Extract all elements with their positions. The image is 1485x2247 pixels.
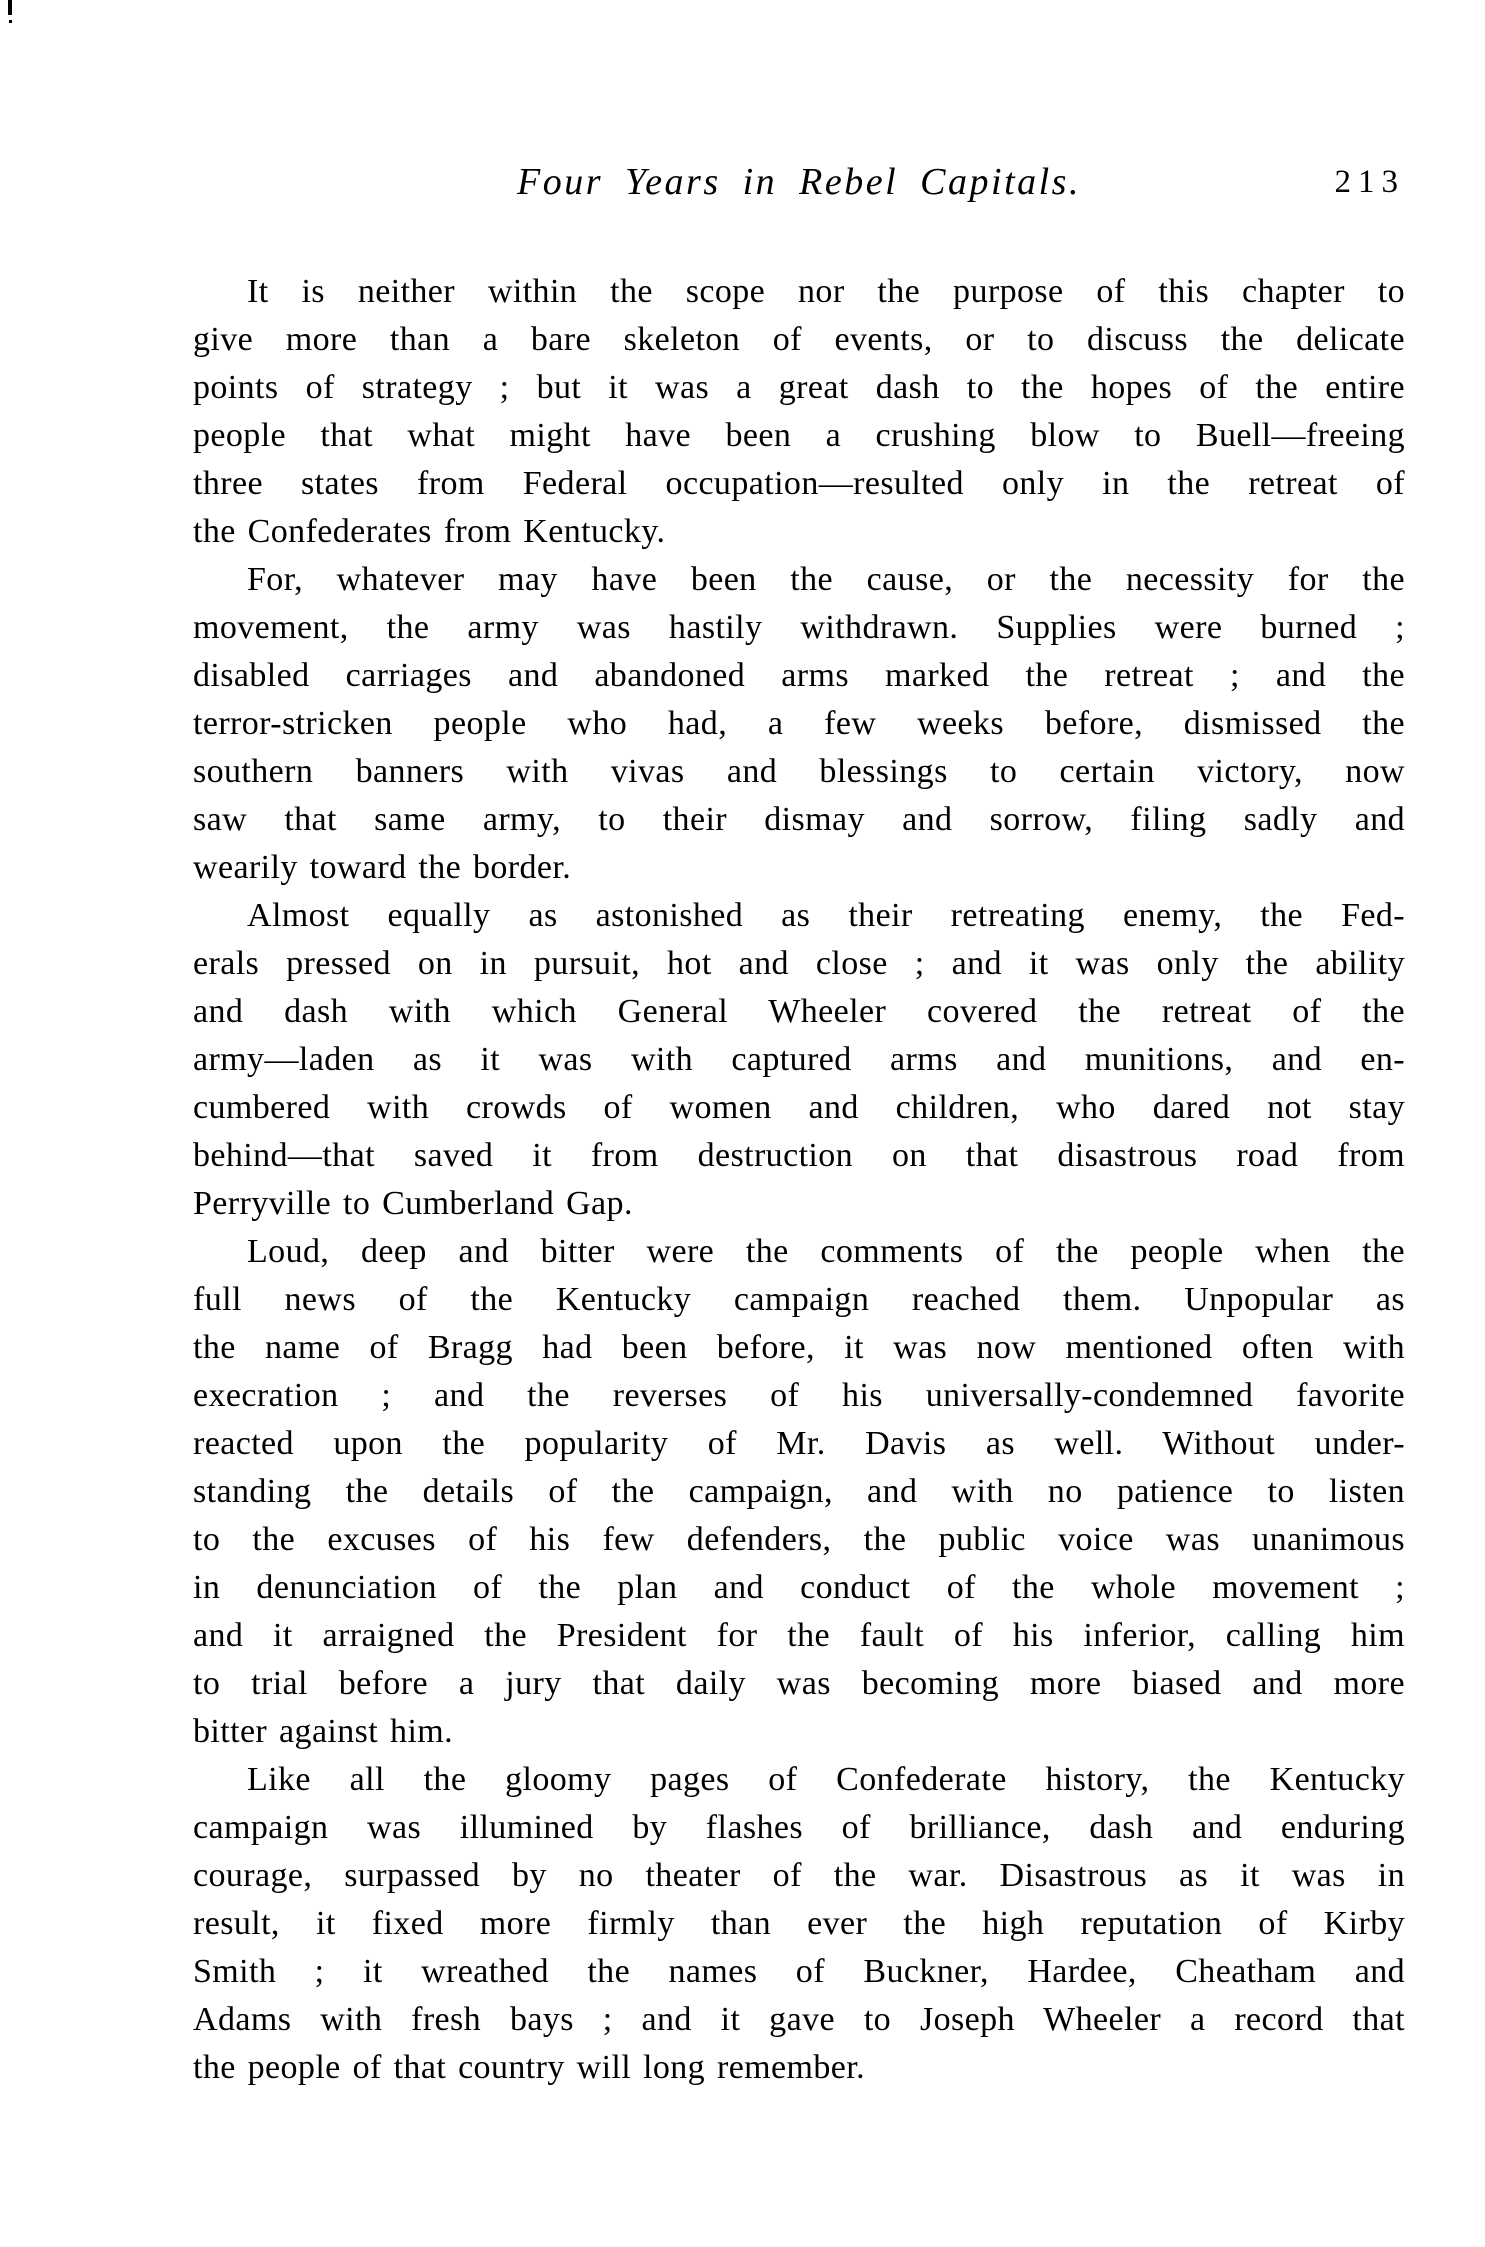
text-line: Perryville to Cumberland Gap. — [193, 1185, 633, 1222]
text-line: and dash with which General Wheeler covered the retreat of the — [193, 993, 1405, 1030]
text-line: terror-stricken people who had, a few weeks before, dismissed the — [193, 705, 1405, 742]
text-line: give more than a bare skeleton of events, or to discuss the delicate — [193, 321, 1405, 358]
text-line: points of strategy ; but it was a great dash to the hopes of the entire — [193, 369, 1405, 406]
running-title: Four Years in Rebel Capitals. — [517, 161, 1081, 203]
scan-artifact-bar — [8, 0, 12, 15]
text-line: Loud, deep and bitter were the comments of the people when the — [247, 1233, 1405, 1270]
running-head — [193, 156, 1405, 208]
text-line: reacted upon the popularity of Mr. Davis as well. Without under- — [193, 1425, 1405, 1462]
text-line: the name of Bragg had been before, it was now mentioned often with — [193, 1329, 1405, 1366]
text-line: bitter against him. — [193, 1713, 454, 1750]
text-line: courage, surpassed by no theater of the war. Disastrous as it was in — [193, 1857, 1405, 1894]
paragraph — [193, 1228, 1405, 1756]
paragraph — [193, 556, 1405, 892]
scan-artifact-dot — [9, 20, 12, 23]
text-line: Like all the gloomy pages of Confederate history, the Kentucky — [247, 1761, 1405, 1798]
text-line: wearily toward the border. — [193, 849, 572, 886]
text-line: execration ; and the reverses of his universally-condemned favorite — [193, 1377, 1405, 1414]
paragraph — [193, 892, 1405, 1228]
text-line: standing the details of the campaign, and with no patience to listen — [193, 1473, 1405, 1510]
text-line: saw that same army, to their dismay and sorrow, filing sadly and — [193, 801, 1405, 838]
text-line: Smith ; it wreathed the names of Buckner, Hardee, Cheatham and — [193, 1953, 1405, 1990]
text-line: movement, the army was hastily withdrawn. Supplies were burned ; — [193, 609, 1405, 646]
page-number: 213 — [1334, 164, 1405, 200]
text-line: three states from Federal occupation—resulted only in the retreat of — [193, 465, 1405, 502]
text-line: southern banners with vivas and blessings to certain victory, now — [193, 753, 1405, 790]
text-line: the people of that country will long remember. — [193, 2049, 866, 2086]
paragraph — [193, 1756, 1405, 2092]
text-line: full news of the Kentucky campaign reached them. Unpopular as — [193, 1281, 1405, 1318]
text-line: army—laden as it was with captured arms and munitions, and en- — [193, 1041, 1405, 1078]
text-line: For, whatever may have been the cause, or the necessity for the — [247, 561, 1405, 598]
text-line: cumbered with crowds of women and children, who dared not stay — [193, 1089, 1405, 1126]
text-line: Almost equally as astonished as their retreating enemy, the Fed- — [247, 897, 1405, 934]
text-line: Adams with fresh bays ; and it gave to Joseph Wheeler a record that — [193, 2001, 1405, 2038]
text-line: behind—that saved it from destruction on that disastrous road from — [193, 1137, 1405, 1174]
text-line: campaign was illumined by flashes of brilliance, dash and enduring — [193, 1809, 1405, 1846]
text-line: to trial before a jury that daily was becoming more biased and more — [193, 1665, 1405, 1702]
text-block — [193, 268, 1405, 2092]
text-line: in denunciation of the plan and conduct of the whole movement ; — [193, 1569, 1405, 1606]
text-line: disabled carriages and abandoned arms marked the retreat ; and the — [193, 657, 1405, 694]
text-line: erals pressed on in pursuit, hot and close ; and it was only the ability — [193, 945, 1405, 982]
text-line: result, it fixed more firmly than ever the high reputation of Kirby — [193, 1905, 1405, 1942]
text-line: to the excuses of his few defenders, the public voice was unanimous — [193, 1521, 1405, 1558]
text-line: and it arraigned the President for the fault of his inferior, calling him — [193, 1617, 1405, 1654]
text-line: It is neither within the scope nor the purpose of this chapter to — [247, 273, 1405, 310]
text-line: the Confederates from Kentucky. — [193, 513, 666, 550]
text-line: people that what might have been a crushing blow to Buell—freeing — [193, 417, 1405, 454]
paragraph — [193, 268, 1405, 556]
